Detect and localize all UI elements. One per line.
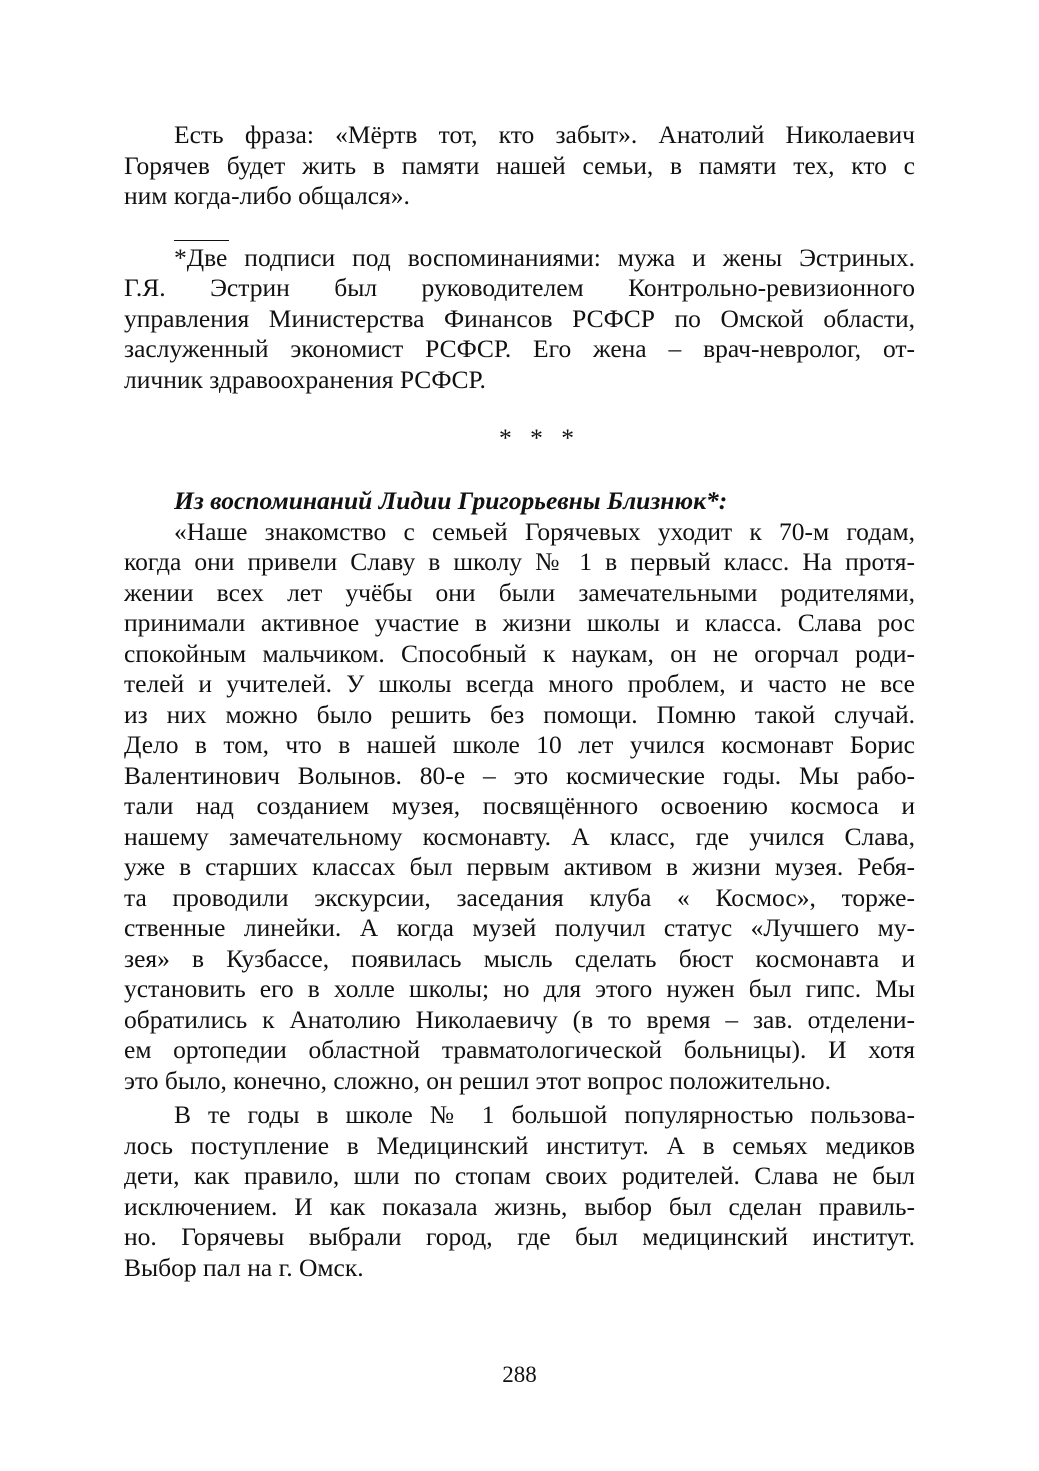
- footnote: [124, 243, 915, 396]
- text-line: управления Министерства Финансов РСФСР по Омской области,: [124, 303, 915, 333]
- text-line: жении всех лет учёбы они были замечательными родителями,: [124, 577, 915, 607]
- text-line: зея» в Кузбассе, появилась мысль сделать бюст космонавта и: [124, 943, 915, 973]
- footnote-rule: [174, 240, 229, 241]
- text-line: нашему замечательному космонавту. А класс, где учился Слава,: [124, 821, 915, 851]
- text-line: «Наше знакомство с семьей Горячевых уходит к 70-м годам,: [174, 516, 915, 546]
- text-line: обратились к Анатолию Николаевичу (в то время – зав. отделени-: [124, 1004, 915, 1034]
- text-line: ем ортопедии областной травматологической больницы). И хотя: [124, 1035, 915, 1064]
- text-line: Валентинович Волынов. 80-е – это космические годы. Мы рабо-: [124, 760, 915, 790]
- text-line: заслуженный экономист РСФСР. Его жена – врач-невролог, от-: [124, 334, 915, 363]
- text-line: это было, конечно, сложно, он решил этот вопрос положительно.: [124, 1065, 832, 1095]
- text-line: когда они привели Славу в школу № 1 в первый класс. На протя-: [124, 547, 915, 576]
- text-line: В те годы в школе № 1 большой популярностью пользова-: [174, 1100, 915, 1129]
- paragraph-1: [124, 120, 915, 212]
- text-line: принимали активное участие в жизни школы и класса. Слава рос: [124, 608, 915, 637]
- text-line: Горячев будет жить в памяти нашей семьи, в памяти тех, кто с: [124, 150, 915, 180]
- paragraph-3: [124, 1100, 915, 1283]
- text-line: исключением. И как показала жизнь, выбор был сделан правиль-: [124, 1191, 915, 1221]
- text-line: из них можно было решить без помощи. Помню такой случай.: [124, 699, 915, 729]
- text-line: *Две подписи под воспоминаниями: мужа и жены Эстриных.: [174, 242, 915, 272]
- paragraph-2: [124, 517, 915, 1097]
- text-line: Дело в том, что в нашей школе 10 лет учился космонавт Борис: [124, 730, 915, 759]
- page-number: 288: [502, 1362, 537, 1387]
- text-line: дети, как правило, шли по стопам своих родителей. Слава не был: [124, 1161, 915, 1190]
- text-line: Г.Я. Эстрин был руководителем Контрольно-ревизионного: [124, 273, 915, 302]
- text-line: но. Горячевы выбрали город, где был медицинский институт.: [124, 1222, 915, 1251]
- text-line: Выбор пал на г. Омск.: [124, 1252, 364, 1282]
- text-line: лось поступление в Медицинский институт. А в семьях медиков: [124, 1130, 915, 1160]
- section-separator: * * *: [499, 423, 580, 452]
- text-line: установить его в холле школы; но для этого нужен был гипс. Мы: [124, 974, 915, 1003]
- text-line: спокойным мальчиком. Способный к наукам, он не огорчал роди-: [124, 638, 915, 668]
- page-body: [124, 120, 915, 1283]
- text-line: Есть фраза: «Мёртв тот, кто забыт». Анатолий Николаевич: [174, 120, 915, 149]
- text-line: телей и учителей. У школы всегда много проблем, и часто не все: [124, 669, 915, 698]
- text-line: тали над созданием музея, посвящённого освоению космоса и: [124, 791, 915, 820]
- text-line: ним когда-либо общался».: [124, 181, 410, 210]
- text-line: личник здравоохранения РСФСР.: [124, 364, 486, 394]
- text-line: ственные линейки. А когда музей получил статус «Лучшего му-: [124, 913, 915, 942]
- text-line: та проводили экскурсии, заседания клуба « Космос», торже-: [124, 882, 915, 912]
- text-line: уже в старших классах был первым активом в жизни музея. Ребя-: [124, 852, 915, 881]
- section-heading: Из воспоминаний Лидии Григорьевны Близнюк*:: [174, 486, 728, 515]
